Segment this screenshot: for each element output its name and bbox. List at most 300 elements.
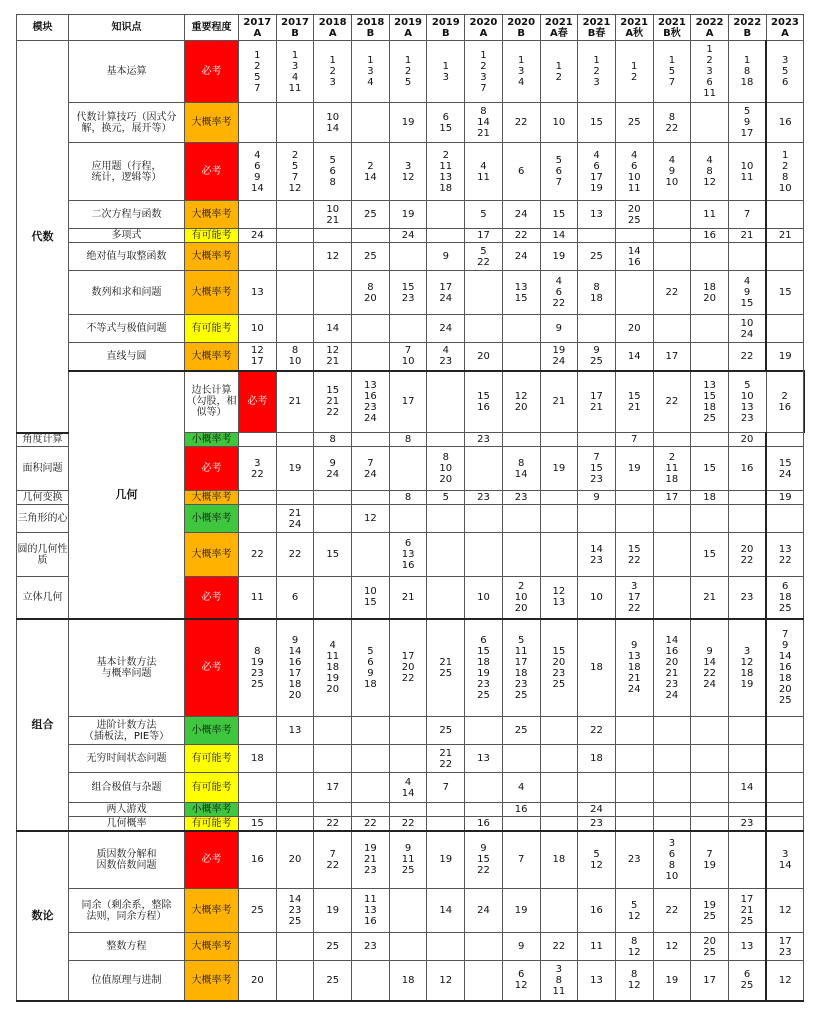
question-numbers-cell: 5 6 7 <box>540 143 578 201</box>
question-numbers-cell <box>276 103 314 143</box>
question-numbers-cell: 4 6 10 11 <box>615 143 653 201</box>
question-numbers-cell: 8 18 <box>578 271 616 315</box>
question-numbers-cell <box>239 491 277 505</box>
question-numbers-cell <box>502 343 540 371</box>
question-numbers-cell <box>540 491 578 505</box>
header-exam: 2020 B <box>502 15 540 41</box>
question-numbers-cell: 16 <box>239 831 277 889</box>
question-numbers-cell: 23 <box>352 933 390 961</box>
question-numbers-cell <box>389 447 427 491</box>
question-numbers-cell <box>239 717 277 745</box>
question-numbers-cell: 7 10 <box>389 343 427 371</box>
question-numbers-cell: 8 20 <box>352 271 390 315</box>
question-numbers-cell: 12 <box>653 933 691 961</box>
question-numbers-cell <box>276 773 314 803</box>
question-numbers-cell <box>239 933 277 961</box>
question-numbers-cell <box>465 505 503 533</box>
question-numbers-cell <box>691 103 729 143</box>
question-numbers-cell: 2 14 <box>352 143 390 201</box>
question-numbers-cell <box>352 343 390 371</box>
question-numbers-cell: 8 12 <box>615 961 653 1001</box>
question-numbers-cell <box>615 803 653 817</box>
question-numbers-cell: 6 15 18 19 23 25 <box>465 619 503 717</box>
question-numbers-cell: 23 <box>578 817 616 831</box>
question-numbers-cell: 12 13 <box>540 577 578 619</box>
question-numbers-cell: 22 <box>653 371 691 433</box>
question-numbers-cell <box>766 243 804 271</box>
question-numbers-cell: 17 <box>691 961 729 1001</box>
question-numbers-cell <box>314 505 352 533</box>
question-numbers-cell <box>389 803 427 817</box>
question-numbers-cell <box>691 817 729 831</box>
question-numbers-cell: 3 12 <box>389 143 427 201</box>
question-numbers-cell <box>389 315 427 343</box>
question-numbers-cell: 17 20 22 <box>389 619 427 717</box>
question-numbers-cell: 8 10 <box>276 343 314 371</box>
question-numbers-cell <box>276 433 314 447</box>
question-numbers-cell <box>653 315 691 343</box>
question-numbers-cell: 24 <box>389 229 427 243</box>
topic-cell: 边长计算 （勾股，相似等） <box>185 371 239 433</box>
question-numbers-cell <box>314 803 352 817</box>
question-numbers-cell <box>427 803 465 817</box>
question-numbers-cell <box>766 201 804 229</box>
question-numbers-cell <box>314 745 352 773</box>
question-numbers-cell <box>766 817 804 831</box>
table-row <box>17 933 804 961</box>
question-numbers-cell: 15 22 <box>615 533 653 577</box>
question-numbers-cell: 22 <box>502 229 540 243</box>
question-numbers-cell: 12 <box>766 961 804 1001</box>
table-row <box>17 717 804 745</box>
question-numbers-cell <box>766 315 804 343</box>
question-numbers-cell: 1 2 3 <box>314 41 352 103</box>
topic-cell: 质因数分解和 因数倍数问题 <box>69 831 185 889</box>
question-numbers-cell: 6 25 <box>728 961 766 1001</box>
question-numbers-cell: 7 <box>615 433 653 447</box>
question-numbers-cell: 18 20 <box>691 271 729 315</box>
question-numbers-cell <box>615 817 653 831</box>
question-numbers-cell: 1 2 5 <box>389 41 427 103</box>
question-numbers-cell: 17 <box>653 491 691 505</box>
question-numbers-cell <box>427 505 465 533</box>
question-numbers-cell: 19 <box>389 103 427 143</box>
question-numbers-cell: 12 17 <box>239 343 277 371</box>
question-numbers-cell: 15 20 23 25 <box>540 619 578 717</box>
question-numbers-cell: 7 15 23 <box>578 447 616 491</box>
question-numbers-cell: 25 <box>578 243 616 271</box>
question-numbers-cell: 4 11 <box>465 143 503 201</box>
question-numbers-cell: 23 <box>615 831 653 889</box>
question-numbers-cell: 9 24 <box>314 447 352 491</box>
topic-cell: 同余（剩余系，整除 法则，同余方程） <box>69 889 185 933</box>
header-exam: 2019 A <box>389 15 427 41</box>
question-numbers-cell: 8 12 <box>615 933 653 961</box>
question-numbers-cell: 6 13 16 <box>389 533 427 577</box>
question-numbers-cell: 9 15 22 <box>465 831 503 889</box>
question-numbers-cell: 10 24 <box>728 315 766 343</box>
question-numbers-cell: 7 <box>728 201 766 229</box>
importance-badge: 小概率考 <box>185 505 239 533</box>
question-numbers-cell: 17 23 <box>766 933 804 961</box>
topic-cell: 两人游戏 <box>69 803 185 817</box>
question-numbers-cell <box>766 433 804 447</box>
topic-cell: 直线与圆 <box>69 343 185 371</box>
table-row <box>17 143 804 201</box>
table-row <box>17 315 804 343</box>
question-numbers-cell: 12 21 <box>314 343 352 371</box>
topic-cell: 几何概率 <box>69 817 185 831</box>
question-numbers-cell: 19 21 23 <box>352 831 390 889</box>
question-numbers-cell <box>615 271 653 315</box>
question-numbers-cell <box>653 201 691 229</box>
question-numbers-cell: 1 2 <box>540 41 578 103</box>
question-numbers-cell: 3 8 11 <box>540 961 578 1001</box>
importance-badge: 有可能考 <box>185 817 239 831</box>
question-numbers-cell <box>728 505 766 533</box>
header-exam: 2022 A <box>691 15 729 41</box>
question-numbers-cell: 10 <box>578 577 616 619</box>
question-numbers-cell <box>502 505 540 533</box>
question-numbers-cell: 4 8 12 <box>691 143 729 201</box>
header-exam: 2023 A <box>766 15 804 41</box>
question-numbers-cell <box>766 745 804 773</box>
question-numbers-cell: 22 <box>239 533 277 577</box>
question-numbers-cell: 19 <box>766 343 804 371</box>
topic-cell: 位值原理与进制 <box>69 961 185 1001</box>
importance-badge: 小概率考 <box>185 803 239 817</box>
question-numbers-cell: 3 5 6 <box>766 41 804 103</box>
question-numbers-cell <box>276 315 314 343</box>
question-numbers-cell <box>502 817 540 831</box>
question-numbers-cell <box>276 803 314 817</box>
question-numbers-cell <box>352 315 390 343</box>
question-numbers-cell: 22 <box>578 717 616 745</box>
question-numbers-cell <box>578 505 616 533</box>
header-exam: 2021 B秋 <box>653 15 691 41</box>
question-numbers-cell <box>578 433 616 447</box>
question-numbers-cell: 25 <box>314 933 352 961</box>
question-numbers-cell <box>653 505 691 533</box>
question-numbers-cell: 3 12 18 19 <box>728 619 766 717</box>
question-numbers-cell: 9 25 <box>578 343 616 371</box>
question-numbers-cell: 2 5 7 12 <box>276 143 314 201</box>
topic-cell: 进阶计数方法 （插板法，PIE等） <box>69 717 185 745</box>
question-numbers-cell <box>728 745 766 773</box>
question-numbers-cell <box>276 201 314 229</box>
question-numbers-cell: 21 <box>728 229 766 243</box>
question-numbers-cell <box>389 505 427 533</box>
question-numbers-cell: 20 <box>239 961 277 1001</box>
question-numbers-cell: 19 <box>615 447 653 491</box>
topic-cell: 立体几何 <box>17 577 69 619</box>
question-numbers-cell <box>728 491 766 505</box>
question-numbers-cell <box>615 505 653 533</box>
question-numbers-cell <box>239 773 277 803</box>
question-numbers-cell: 22 <box>540 933 578 961</box>
importance-badge: 必考 <box>185 143 239 201</box>
question-numbers-cell: 18 <box>239 745 277 773</box>
question-numbers-cell: 24 <box>502 243 540 271</box>
module-cell: 代数 <box>17 41 69 433</box>
question-numbers-cell: 9 11 25 <box>389 831 427 889</box>
question-numbers-cell <box>389 717 427 745</box>
header-module: 模块 <box>17 15 69 41</box>
question-numbers-cell: 24 <box>465 889 503 933</box>
question-numbers-cell <box>465 803 503 817</box>
header-exam: 2018 A <box>314 15 352 41</box>
question-numbers-cell <box>352 229 390 243</box>
question-numbers-cell: 23 <box>465 433 503 447</box>
question-numbers-cell: 15 <box>691 447 729 491</box>
question-numbers-cell: 11 <box>578 933 616 961</box>
question-numbers-cell: 9 13 18 21 24 <box>615 619 653 717</box>
question-numbers-cell: 8 19 23 25 <box>239 619 277 717</box>
question-numbers-cell <box>653 229 691 243</box>
question-numbers-cell <box>691 243 729 271</box>
question-numbers-cell <box>502 315 540 343</box>
question-numbers-cell: 1 3 4 <box>352 41 390 103</box>
importance-badge: 必考 <box>185 619 239 717</box>
question-numbers-cell: 25 <box>502 717 540 745</box>
question-numbers-cell: 16 <box>691 229 729 243</box>
question-numbers-cell: 20 <box>276 831 314 889</box>
question-numbers-cell: 7 9 14 16 18 20 25 <box>766 619 804 717</box>
table-row <box>17 745 804 773</box>
topic-cell: 多项式 <box>69 229 185 243</box>
question-numbers-cell: 21 <box>389 577 427 619</box>
topic-cell: 无穷时间状态问题 <box>69 745 185 773</box>
question-numbers-cell: 1 2 3 6 11 <box>691 41 729 103</box>
question-numbers-cell: 10 <box>465 577 503 619</box>
header-exam: 2021 A春 <box>540 15 578 41</box>
topic-cell: 应用题（行程， 统计，逻辑等） <box>69 143 185 201</box>
question-numbers-cell: 1 3 4 <box>502 41 540 103</box>
question-numbers-cell: 19 <box>540 243 578 271</box>
question-numbers-cell: 7 19 <box>691 831 729 889</box>
topic-cell: 圆的几何性质 <box>17 533 69 577</box>
topic-cell: 面积问题 <box>17 447 69 491</box>
question-numbers-cell <box>691 803 729 817</box>
question-numbers-cell: 13 <box>578 201 616 229</box>
header-exam: 2017 A <box>239 15 277 41</box>
question-numbers-cell <box>352 773 390 803</box>
importance-badge: 大概率考 <box>185 201 239 229</box>
question-numbers-cell: 23 <box>728 817 766 831</box>
question-numbers-cell: 13 <box>239 271 277 315</box>
question-numbers-cell: 1 2 3 7 <box>465 41 503 103</box>
question-numbers-cell: 4 11 18 19 20 <box>314 619 352 717</box>
table-row <box>17 103 804 143</box>
question-numbers-cell: 3 22 <box>239 447 277 491</box>
question-numbers-cell <box>465 773 503 803</box>
question-numbers-cell: 5 22 <box>465 243 503 271</box>
question-numbers-cell <box>314 717 352 745</box>
question-numbers-cell: 2 16 <box>766 371 804 433</box>
question-numbers-cell: 8 <box>314 433 352 447</box>
question-numbers-cell: 10 21 <box>314 201 352 229</box>
question-numbers-cell: 14 <box>427 889 465 933</box>
question-numbers-cell: 5 10 13 23 <box>728 371 766 433</box>
question-numbers-cell: 25 <box>352 201 390 229</box>
topic-cell: 二次方程与函数 <box>69 201 185 229</box>
question-numbers-cell <box>540 505 578 533</box>
question-numbers-cell <box>728 831 766 889</box>
importance-badge: 大概率考 <box>185 271 239 315</box>
importance-badge: 大概率考 <box>185 243 239 271</box>
question-numbers-cell <box>427 817 465 831</box>
question-numbers-cell <box>389 889 427 933</box>
importance-badge: 有可能考 <box>185 773 239 803</box>
question-numbers-cell: 10 14 <box>314 103 352 143</box>
question-numbers-cell: 23 <box>728 577 766 619</box>
question-numbers-cell <box>615 491 653 505</box>
question-numbers-cell <box>728 243 766 271</box>
question-numbers-cell: 14 16 20 21 23 24 <box>653 619 691 717</box>
question-numbers-cell: 22 <box>276 533 314 577</box>
question-numbers-cell <box>653 433 691 447</box>
question-numbers-cell: 14 16 <box>615 243 653 271</box>
table-row <box>17 961 804 1001</box>
question-numbers-cell: 1 3 <box>427 41 465 103</box>
question-numbers-cell: 19 <box>766 491 804 505</box>
question-numbers-cell <box>389 745 427 773</box>
header-row <box>17 15 804 41</box>
question-numbers-cell: 19 <box>653 961 691 1001</box>
topic-cell: 几何变换 <box>17 491 69 505</box>
question-numbers-cell: 19 <box>427 831 465 889</box>
question-numbers-cell: 6 18 25 <box>766 577 804 619</box>
question-numbers-cell: 1 2 5 7 <box>239 41 277 103</box>
importance-badge: 小概率考 <box>185 717 239 745</box>
question-numbers-cell: 17 <box>465 229 503 243</box>
question-numbers-cell <box>766 773 804 803</box>
importance-badge: 大概率考 <box>185 961 239 1001</box>
question-numbers-cell: 24 <box>427 315 465 343</box>
question-numbers-cell: 13 <box>578 961 616 1001</box>
header-exam: 2017 B <box>276 15 314 41</box>
question-numbers-cell <box>691 717 729 745</box>
question-numbers-cell: 11 13 16 <box>352 889 390 933</box>
question-numbers-cell <box>578 773 616 803</box>
question-numbers-cell: 10 <box>239 315 277 343</box>
question-numbers-cell <box>352 803 390 817</box>
question-numbers-cell <box>615 229 653 243</box>
question-numbers-cell: 25 <box>615 103 653 143</box>
question-numbers-cell <box>276 745 314 773</box>
question-numbers-cell: 5 12 <box>615 889 653 933</box>
question-numbers-cell: 18 <box>691 491 729 505</box>
question-numbers-cell <box>239 433 277 447</box>
table-row <box>17 201 804 229</box>
question-numbers-cell: 15 16 <box>465 371 503 433</box>
table-row <box>17 371 804 433</box>
question-numbers-cell: 4 23 <box>427 343 465 371</box>
question-numbers-cell: 22 <box>352 817 390 831</box>
question-numbers-cell <box>653 817 691 831</box>
question-numbers-cell <box>276 961 314 1001</box>
question-numbers-cell: 22 <box>389 817 427 831</box>
question-numbers-cell: 25 <box>314 961 352 1001</box>
question-numbers-cell: 17 24 <box>427 271 465 315</box>
importance-badge: 大概率考 <box>185 491 239 505</box>
question-numbers-cell: 12 20 <box>502 371 540 433</box>
question-numbers-cell: 8 22 <box>653 103 691 143</box>
topic-cell: 基本计数方法 与概率问题 <box>69 619 185 717</box>
question-numbers-cell: 14 <box>728 773 766 803</box>
question-numbers-cell <box>653 577 691 619</box>
question-numbers-cell: 15 <box>578 103 616 143</box>
question-numbers-cell <box>766 505 804 533</box>
question-numbers-cell: 6 <box>276 577 314 619</box>
importance-badge: 大概率考 <box>185 343 239 371</box>
question-numbers-cell: 18 <box>540 831 578 889</box>
question-numbers-cell <box>540 773 578 803</box>
question-numbers-cell: 5 12 <box>578 831 616 889</box>
question-numbers-cell: 6 15 <box>427 103 465 143</box>
question-numbers-cell: 11 <box>691 201 729 229</box>
question-numbers-cell: 2 11 18 <box>653 447 691 491</box>
question-numbers-cell <box>653 803 691 817</box>
question-numbers-cell <box>314 491 352 505</box>
question-numbers-cell <box>427 533 465 577</box>
question-numbers-cell <box>427 201 465 229</box>
question-numbers-cell: 23 <box>502 491 540 505</box>
table-row <box>17 41 804 103</box>
question-numbers-cell: 11 <box>239 577 277 619</box>
header-exam: 2021 B春 <box>578 15 616 41</box>
question-numbers-cell: 5 11 17 18 23 25 <box>502 619 540 717</box>
question-numbers-cell <box>314 229 352 243</box>
question-numbers-cell <box>502 533 540 577</box>
question-numbers-cell: 13 15 18 25 <box>691 371 729 433</box>
topic-cell: 代数计算技巧（因式分 解，换元，展开等） <box>69 103 185 143</box>
importance-badge: 大概率考 <box>185 933 239 961</box>
topic-cell: 三角形的心 <box>17 505 69 533</box>
table-row <box>17 803 804 817</box>
question-numbers-cell: 25 <box>427 717 465 745</box>
question-numbers-cell <box>352 961 390 1001</box>
question-numbers-cell: 12 <box>352 505 390 533</box>
table-row <box>17 831 804 889</box>
question-numbers-cell: 6 12 <box>502 961 540 1001</box>
question-numbers-cell: 17 <box>389 371 427 433</box>
question-numbers-cell <box>691 433 729 447</box>
question-numbers-cell: 20 <box>728 433 766 447</box>
question-numbers-cell: 10 <box>540 103 578 143</box>
question-numbers-cell <box>314 577 352 619</box>
question-numbers-cell <box>691 505 729 533</box>
question-numbers-cell: 14 <box>540 229 578 243</box>
question-numbers-cell: 15 23 <box>389 271 427 315</box>
question-numbers-cell <box>653 717 691 745</box>
question-numbers-cell: 8 <box>389 433 427 447</box>
question-numbers-cell: 16 <box>766 103 804 143</box>
question-numbers-cell: 13 <box>276 717 314 745</box>
question-numbers-cell <box>389 243 427 271</box>
topic-cell: 组合极值与杂题 <box>69 773 185 803</box>
question-numbers-cell <box>540 533 578 577</box>
question-numbers-cell: 15 <box>540 201 578 229</box>
question-numbers-cell: 1 3 4 11 <box>276 41 314 103</box>
question-numbers-cell: 17 <box>653 343 691 371</box>
question-numbers-cell: 1 8 18 <box>728 41 766 103</box>
header-exam: 2021 A秋 <box>615 15 653 41</box>
question-numbers-cell: 8 10 20 <box>427 447 465 491</box>
question-numbers-cell <box>239 201 277 229</box>
question-numbers-cell <box>276 933 314 961</box>
question-numbers-cell: 19 <box>389 201 427 229</box>
